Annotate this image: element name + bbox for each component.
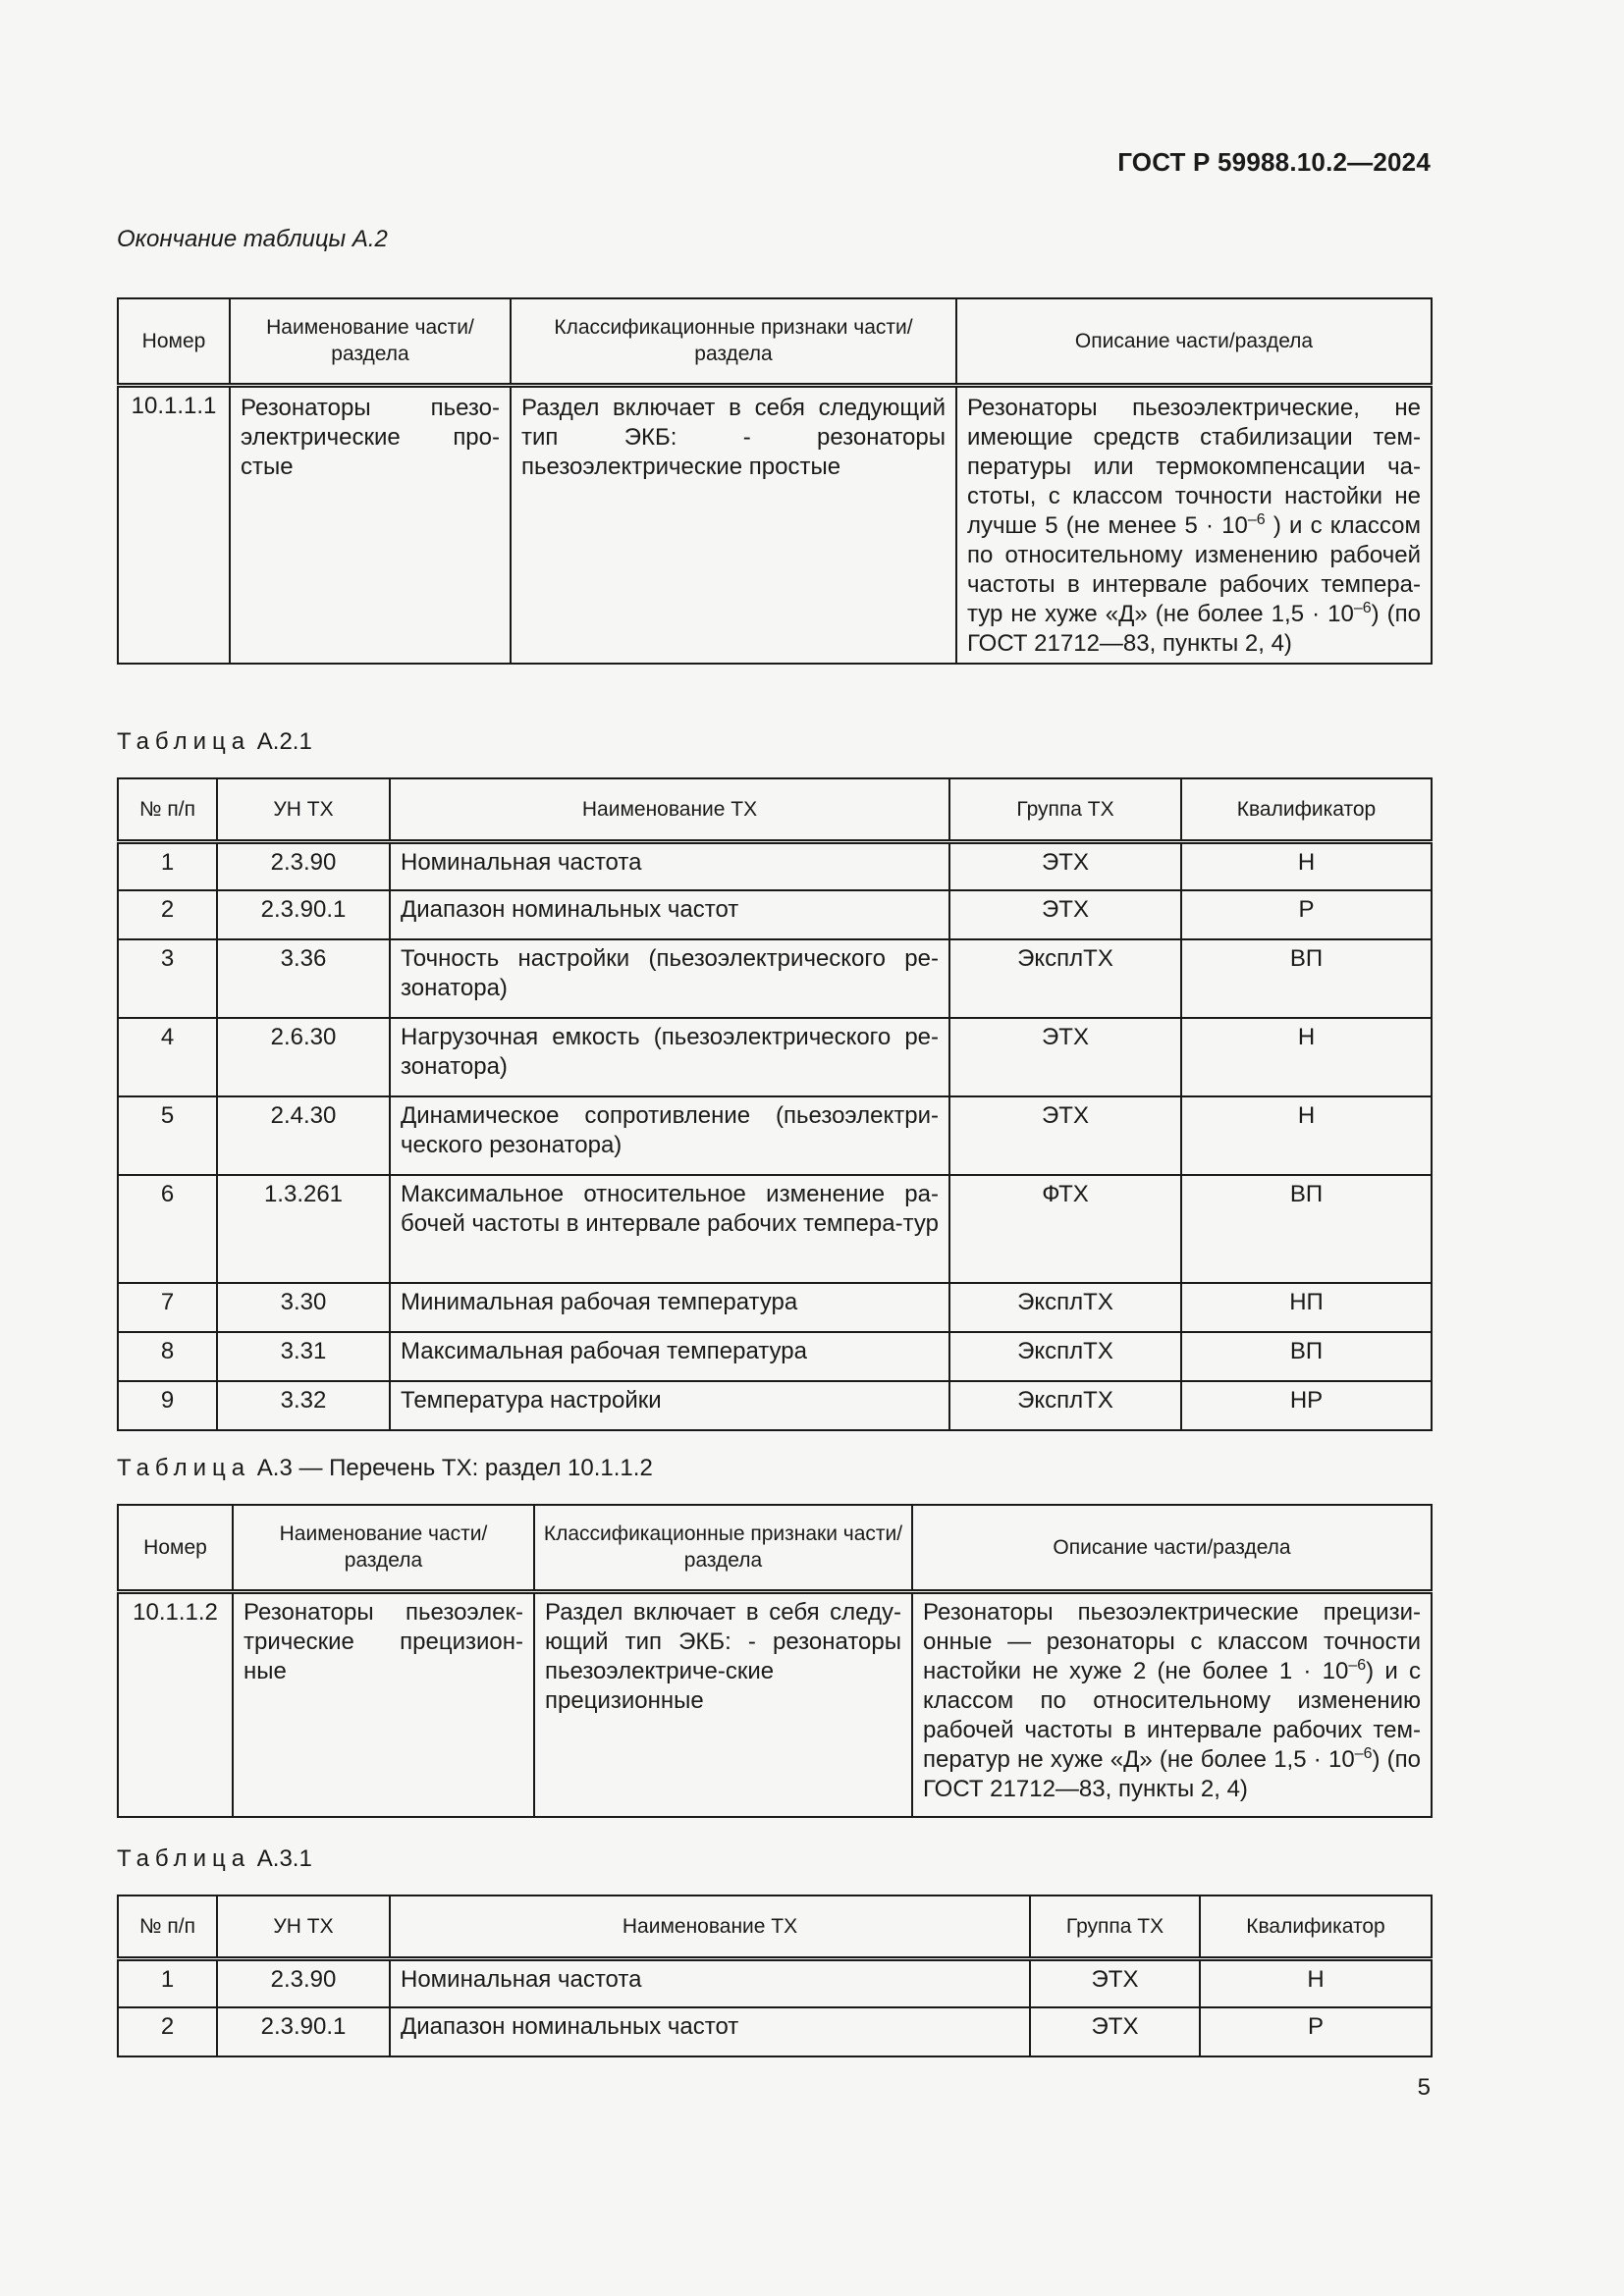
cell-name: Резонаторы пьезоэлек-трические прецизион-ные: [233, 1591, 534, 1817]
table-a2-end: [117, 297, 1433, 665]
cell-code: 3.31: [217, 1332, 390, 1381]
cell-code: 3.36: [217, 939, 390, 1018]
table-row: [118, 1283, 1432, 1332]
cell-code: 2.3.90: [217, 841, 390, 890]
cell-code: 2.3.90.1: [217, 2007, 390, 2056]
col-header-description: Описание части/раздела: [956, 298, 1432, 385]
cell-name: Диапазон номинальных частот: [390, 2007, 1030, 2056]
cell-code: 2.6.30: [217, 1018, 390, 1096]
table-a21-caption: Таблица А.2.1: [117, 728, 312, 755]
table-row: [118, 385, 1432, 664]
col-header-description: Описание части/раздела: [912, 1505, 1432, 1591]
page-number: 5: [1417, 2074, 1431, 2101]
cell-qualifier: ВП: [1181, 939, 1432, 1018]
cell-name: Номинальная частота: [390, 841, 949, 890]
cell-code: 3.30: [217, 1283, 390, 1332]
cell-name: Диапазон номинальных частот: [390, 890, 949, 939]
cell-code: 2.3.90: [217, 1958, 390, 2007]
cell-index: 6: [118, 1175, 217, 1283]
cell-features: Раздел включает в себя следующий тип ЭКБ: - резонаторы пьезоэлектрические простые: [511, 385, 956, 664]
table-row: [118, 1175, 1432, 1283]
table-row: [118, 1591, 1432, 1817]
table-a3-caption: Таблица А.3 — Перечень ТХ: раздел 10.1.1.2: [117, 1455, 653, 1481]
table-row: [118, 2007, 1432, 2056]
col-header-index: № п/п: [118, 1896, 217, 1958]
cell-qualifier: ВП: [1181, 1175, 1432, 1283]
cell-description: Резонаторы пьезоэлектрические прецизи-онные — резонаторы с классом точности настойки не хуже 2 (не более $1 \cdot 10^{-6}$) и с классом по относительному изменению рабочей частоты в интервале рабочих тем-ператур не хуже «Д» (не более $1,5 \cdot 10^{-6}$) (по ГОСТ 21712—83, пункты 2, 4): [912, 1591, 1432, 1817]
cell-name: Точность настройки (пьезоэлектрического ре-зонатора): [390, 939, 949, 1018]
cell-name: Минимальная рабочая температура: [390, 1283, 949, 1332]
table-a3: [117, 1504, 1433, 1818]
cell-index: 1: [118, 1958, 217, 2007]
cell-number: 10.1.1.1: [118, 385, 230, 664]
col-header-qualifier: Квалификатор: [1200, 1896, 1432, 1958]
cell-code: 2.4.30: [217, 1096, 390, 1175]
cell-name: Максимальная рабочая температура: [390, 1332, 949, 1381]
col-header-part-name: Наименование части/ раздела: [233, 1505, 534, 1591]
cell-name: Нагрузочная емкость (пьезоэлектрического ре-зонатора): [390, 1018, 949, 1096]
cell-name: Номинальная частота: [390, 1958, 1030, 2007]
cell-group: ФТХ: [949, 1175, 1181, 1283]
col-header-number: Номер: [118, 298, 230, 385]
col-header-group: Группа ТХ: [1030, 1896, 1200, 1958]
cell-qualifier: НР: [1181, 1381, 1432, 1430]
col-header-qualifier: Квалификатор: [1181, 778, 1432, 841]
cell-features: Раздел включает в себя следу-ющий тип ЭКБ: - резонаторы пьезоэлектриче-ские прецизионные: [534, 1591, 912, 1817]
cell-qualifier: Н: [1181, 1096, 1432, 1175]
cell-group: ЭТХ: [1030, 1958, 1200, 2007]
cell-code: 1.3.261: [217, 1175, 390, 1283]
cell-index: 3: [118, 939, 217, 1018]
table-a31: [117, 1895, 1433, 2057]
cell-group: ЭТХ: [949, 841, 1181, 890]
table-row: [118, 890, 1432, 939]
col-header-group: Группа ТХ: [949, 778, 1181, 841]
cell-number: 10.1.1.2: [118, 1591, 233, 1817]
col-header-code: УН ТХ: [217, 778, 390, 841]
cell-qualifier: Н: [1181, 1018, 1432, 1096]
cell-index: 2: [118, 890, 217, 939]
cell-group: ЭксплТХ: [949, 939, 1181, 1018]
cell-group: ЭТХ: [1030, 2007, 1200, 2056]
cell-index: 8: [118, 1332, 217, 1381]
cell-index: 5: [118, 1096, 217, 1175]
cell-group: ЭксплТХ: [949, 1283, 1181, 1332]
cell-qualifier: Н: [1181, 841, 1432, 890]
col-header-name: Наименование ТХ: [390, 778, 949, 841]
cell-name: Максимальное относительное изменение ра-бочей частоты в интервале рабочих темпера-тур: [390, 1175, 949, 1283]
cell-index: 7: [118, 1283, 217, 1332]
cell-code: 2.3.90.1: [217, 890, 390, 939]
col-header-name: Наименование ТХ: [390, 1896, 1030, 1958]
cell-index: 1: [118, 841, 217, 890]
cell-qualifier: ВП: [1181, 1332, 1432, 1381]
table-row: [118, 939, 1432, 1018]
cell-name: Температура настройки: [390, 1381, 949, 1430]
cell-group: ЭксплТХ: [949, 1332, 1181, 1381]
cell-name: Динамическое сопротивление (пьезоэлектри-ческого резонатора): [390, 1096, 949, 1175]
table-row: [118, 1958, 1432, 2007]
table-a21: [117, 777, 1433, 1431]
col-header-number: Номер: [118, 1505, 233, 1591]
col-header-part-name: Наименование части/ раздела: [230, 298, 511, 385]
cell-index: 2: [118, 2007, 217, 2056]
cell-group: ЭТХ: [949, 1018, 1181, 1096]
cell-description: Резонаторы пьезоэлектрические, не имеющие средств стабилизации тем-пературы или термокомпенсации ча-стоты, с классом точности настойки не лучше 5 (не менее $5 \cdot 10^{-6}$ ) и с классом по относительному изменению рабочей частоты в интервале рабочих темпера-тур не хуже «Д» (не более $1,5 \cdot 10^{-6}$) (по ГОСТ 21712—83, пункты 2, 4): [956, 385, 1432, 664]
cell-index: 9: [118, 1381, 217, 1430]
table-a31-caption: Таблица А.3.1: [117, 1845, 312, 1872]
table-row: [118, 1332, 1432, 1381]
cell-group: ЭксплТХ: [949, 1381, 1181, 1430]
cell-group: ЭТХ: [949, 890, 1181, 939]
cell-code: 3.32: [217, 1381, 390, 1430]
table-a2-end-caption: Окончание таблицы А.2: [117, 226, 388, 252]
cell-qualifier: Р: [1200, 2007, 1432, 2056]
col-header-features: Классификационные признаки части/раздела: [534, 1505, 912, 1591]
cell-qualifier: НП: [1181, 1283, 1432, 1332]
table-row: [118, 841, 1432, 890]
table-row: [118, 1096, 1432, 1175]
col-header-code: УН ТХ: [217, 1896, 390, 1958]
cell-group: ЭТХ: [949, 1096, 1181, 1175]
col-header-features: Классификационные признаки части/ раздела: [511, 298, 956, 385]
table-row: [118, 1381, 1432, 1430]
cell-index: 4: [118, 1018, 217, 1096]
cell-qualifier: Р: [1181, 890, 1432, 939]
cell-qualifier: Н: [1200, 1958, 1432, 2007]
cell-name: Резонаторы пьезо-электрические про-стые: [230, 385, 511, 664]
col-header-index: № п/п: [118, 778, 217, 841]
table-row: [118, 1018, 1432, 1096]
document-code: ГОСТ Р 59988.10.2—2024: [1117, 147, 1431, 177]
